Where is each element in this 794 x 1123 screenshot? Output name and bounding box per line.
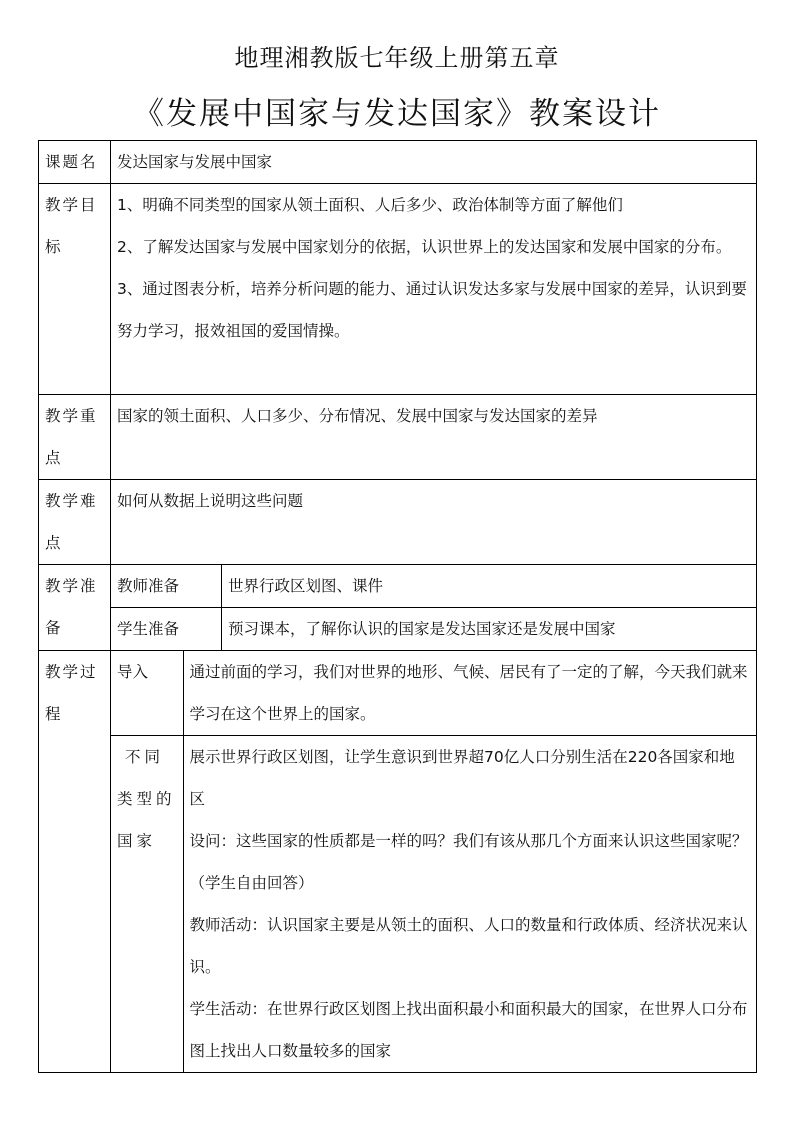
topic-label: 课题名 bbox=[39, 141, 111, 184]
student-prep-value: 预习课本，了解你认识的国家是发达国家还是发展中国家 bbox=[222, 608, 757, 651]
row-process-intro bbox=[39, 651, 757, 736]
row-goals bbox=[39, 184, 757, 395]
goals-label: 教学目标 bbox=[39, 184, 111, 395]
process-label: 教学过程 bbox=[39, 651, 111, 1073]
intro-value: 通过前面的学习，我们对世界的地形、气候、居民有了一定的了解，今天我们就来学习在这个世界上的国家。 bbox=[189, 663, 748, 723]
teacher-prep-label: 教师准备 bbox=[111, 565, 222, 608]
goals-content bbox=[111, 184, 757, 395]
section-paragraph: 展示世界行政区划图，让学生意识到世界超70亿人口分别生活在220各国家和地区 bbox=[189, 748, 735, 808]
lesson-plan-table bbox=[38, 140, 757, 1073]
document-title-line1: 地理湘教版七年级上册第五章 bbox=[234, 44, 560, 72]
row-difficulties bbox=[39, 480, 757, 565]
process-intro-cell bbox=[111, 651, 757, 736]
difficulties-value: 如何从数据上说明这些问题 bbox=[111, 480, 757, 565]
teacher-prep-value: 世界行政区划图、课件 bbox=[222, 565, 757, 608]
section-paragraph: 学生活动：在世界行政区划图上找出面积最小和面积最大的国家，在世界人口分布图上找出人口数量较多的国家 bbox=[189, 1000, 748, 1060]
process-section-split bbox=[111, 736, 756, 1072]
difficulties-label: 教学难点 bbox=[39, 480, 111, 565]
document-title-line2: 《发展中国家与发达国家》教案设计 bbox=[133, 96, 661, 132]
goal-item: 2、了解发达国家与发展中国家划分的依据，认识世界上的发达国家和发展中国家的分布。 bbox=[117, 238, 732, 256]
row-preparation-student bbox=[39, 608, 757, 651]
row-key-points bbox=[39, 395, 757, 480]
key-points-value: 国家的领土面积、人口多少、分布情况、发展中国家与发达国家的差异 bbox=[111, 395, 757, 480]
row-preparation-teacher bbox=[39, 565, 757, 608]
process-intro-split bbox=[111, 651, 756, 735]
section-label: 不同类型的国家 bbox=[111, 736, 183, 1072]
student-prep-label: 学生准备 bbox=[111, 608, 222, 651]
process-section-cell bbox=[111, 736, 757, 1073]
section-content bbox=[183, 736, 756, 1072]
preparation-label: 教学准备 bbox=[39, 565, 111, 651]
intro-label: 导入 bbox=[111, 651, 183, 735]
section-paragraph: 教师活动：认识国家主要是从领土的面积、人口的数量和行政体质、经济状况来认识。 bbox=[189, 916, 748, 976]
section-paragraph: 设问：这些国家的性质都是一样的吗？我们有该从那几个方面来认识这些国家呢？（学生自由回答） bbox=[189, 832, 748, 892]
topic-value: 发达国家与发展中国家 bbox=[111, 141, 757, 184]
goal-item: 1、明确不同类型的国家从领土面积、人后多少、政治体制等方面了解他们 bbox=[117, 196, 623, 214]
row-process-section bbox=[39, 736, 757, 1073]
key-points-label: 教学重点 bbox=[39, 395, 111, 480]
goal-item: 3、通过图表分析，培养分析问题的能力、通过认识发达多家与发展中国家的差异，认识到要努力学习，报效祖国的爱国情操。 bbox=[117, 280, 747, 340]
row-topic bbox=[39, 141, 757, 184]
